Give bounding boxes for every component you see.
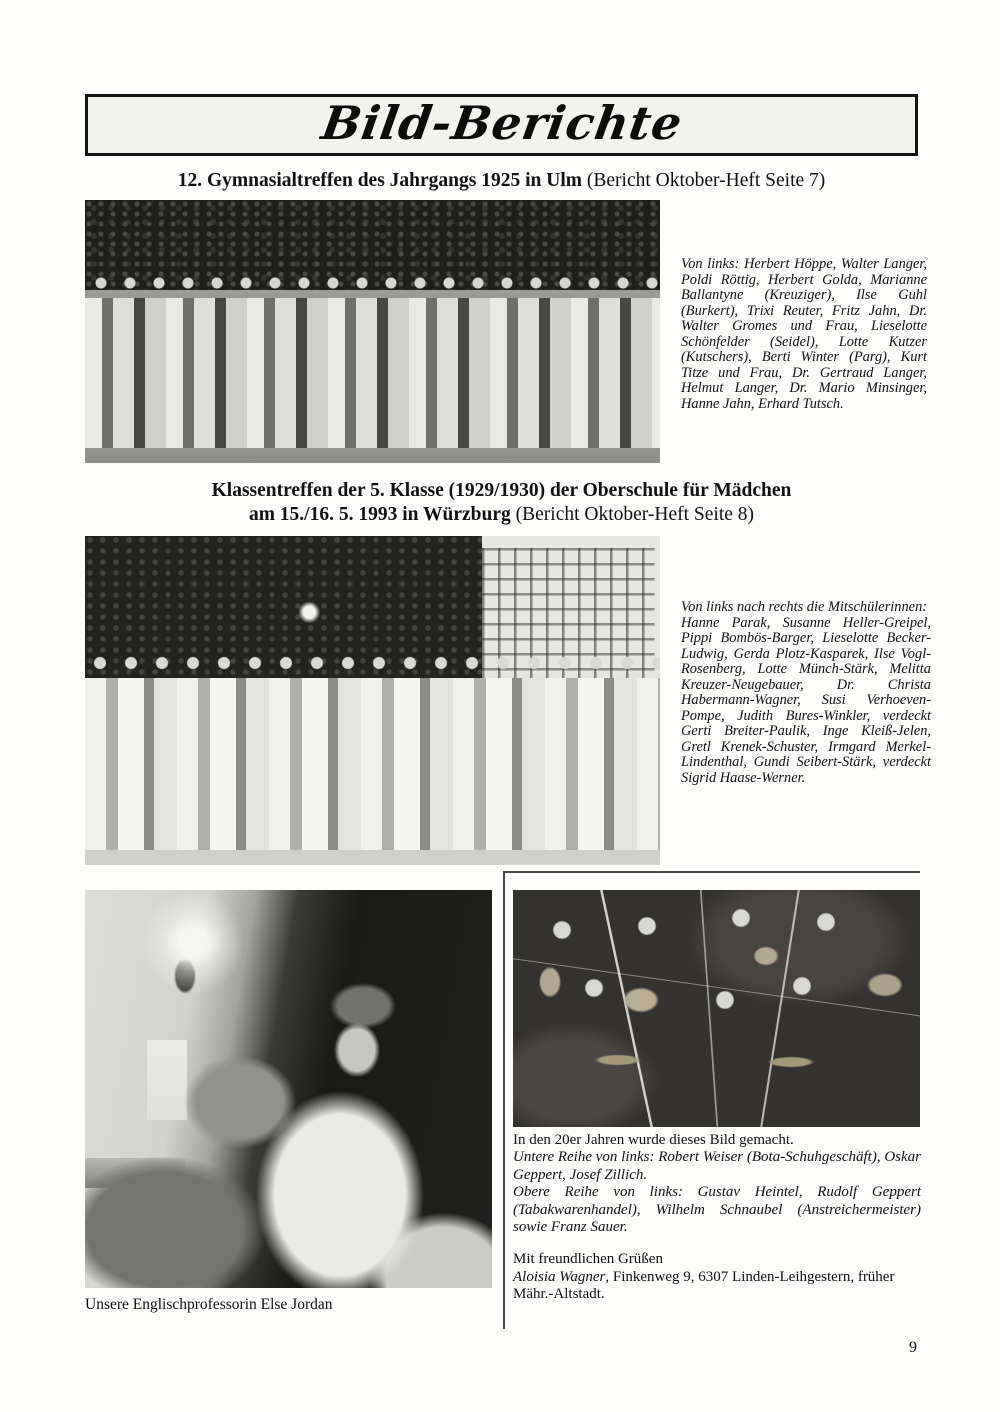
section2-heading-line2-note: (Bericht Oktober-Heft Seite 8) [515, 504, 755, 525]
section2-caption-intro: Von links nach rechts die Mitschülerinnen: [681, 599, 928, 615]
photo-musicians-1920s [513, 890, 920, 1127]
section4-greeting: Mit freundlichen Grüßen [513, 1251, 663, 1268]
section2-heading-line2-bold: am 15./16. 5. 1993 in Würzburg [248, 504, 511, 525]
photo-gymnasialtreffen-ulm [85, 200, 660, 463]
column-rule-horizontal [503, 871, 920, 873]
section2-heading-line2 [85, 503, 918, 527]
section4-line3: Obere Reihe von links: Gustav Heintel, Rudolf Geppert (Tabakwarenhandel), Wilhelm Schnaubel (Anstreichermeister) sowie Franz Sauer. [513, 1184, 921, 1236]
section4-line2: Untere Reihe von links: Robert Weiser (Bota-Schuhgeschäft), Oskar Geppert, Josef Zillich. [513, 1149, 921, 1183]
section4-signature-rest: , Finkenweg 9, 6307 Linden-Leihgestern, früher Mähr.-Altstadt. [513, 1268, 895, 1303]
section1-heading [85, 169, 918, 193]
section2-heading-line1-text: Klassentreffen der 5. Klasse (1929/1930) der Oberschule für Mädchen [211, 480, 792, 501]
section4-caption [513, 1132, 921, 1304]
section2-heading [85, 479, 918, 527]
photo-klassentreffen-wuerzburg [85, 536, 660, 865]
section4-line1: In den 20er Jahren wurde dieses Bild gemacht. [513, 1132, 794, 1148]
page-number: 9 [909, 1339, 917, 1356]
masthead-title: Bild-Berichte [317, 96, 687, 150]
section3-caption: Unsere Englischprofessorin Else Jordan [85, 1296, 333, 1313]
photo-else-jordan [85, 890, 492, 1288]
section2-caption-names: Hanne Parak, Susanne Heller-Greipel, Pippi Bombös-Barger, Lieselotte Becker-Ludwig, Gerda Plotz-Kasparek, Ilse Vogl-Rosenberg, Lotte Münch-Stärk, Melitta Kreuzer-Neugebauer, Dr. Christa Habermann-Wagner, Susi Verhoeven-Pompe, Judith Bures-Winkler, verdeckt Gerti Breiter-Paulik, Inge Kleiß-Jelen, Gretl Krenek-Schuster, Irmgard Merkel-Lindenthal, Gundi Seibert-Stärk, verdeckt Sigrid Haase-Werner. [681, 614, 931, 786]
section1-caption: Von links: Herbert Höppe, Walter Langer, Poldi Röttig, Herbert Golda, Marianne Ballantyne (Kreuziger), Ilse Guhl (Burkert), Trixi Reuter, Fritz Jahn, Dr. Walter Gromes und Frau, Lieselotte Schönfelder (Seidel), Lotte Kutzer (Kutschers), Berti Winter (Parg), Kurt Titze und Frau, Dr. Gertraud Langer, Helmut Langer, Dr. Mario Minsinger, Hanne Jahn, Erhard Tutsch. [681, 256, 927, 412]
section2-caption [681, 600, 931, 786]
column-rule-vertical [503, 871, 505, 1329]
section2-heading-line1 [85, 479, 918, 503]
section1-heading-bold: 12. Gymnasialtreffen des Jahrgangs 1925 in Ulm [177, 170, 582, 191]
section4-signature [513, 1269, 921, 1304]
section4-signature-name: Aloisia Wagner [513, 1268, 606, 1285]
masthead-box [85, 94, 918, 156]
section1-heading-note: (Bericht Oktober-Heft Seite 7) [586, 170, 826, 191]
